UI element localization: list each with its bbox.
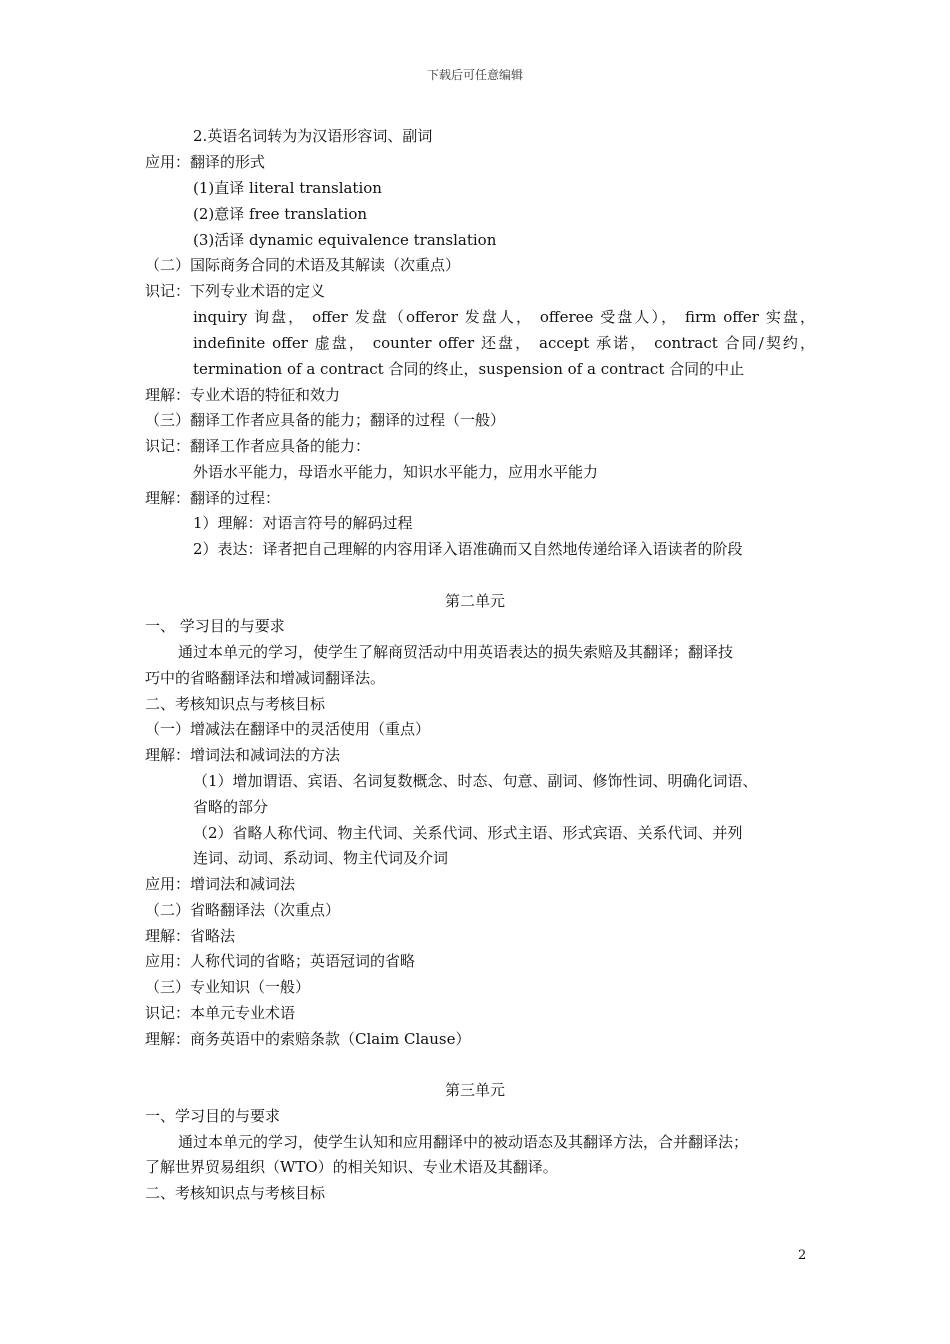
text-line: 识记：本单元专业术语 (145, 1004, 296, 1022)
section-heading: （三）专业知识（一般） (145, 978, 311, 996)
section-heading: （一）增减法在翻译中的灵活使用（重点） (145, 720, 431, 738)
section-heading: （二）国际商务合同的术语及其解读（次重点） (145, 256, 461, 274)
text-line: 理解：翻译的过程： (145, 489, 281, 507)
text-line: 应用：人称代词的省略；英语冠词的省略 (145, 952, 416, 970)
text-line: (2)意译 free translation (193, 205, 368, 223)
text-line: 识记：翻译工作者应具备的能力： (145, 437, 371, 455)
text-line: 理解：省略法 (145, 927, 236, 945)
text-line: 理解：商务英语中的索赔条款（Claim Clause） (145, 1030, 471, 1048)
text-line: (1)直译 literal translation (193, 179, 382, 197)
section-heading: （二）省略翻译法（次重点） (145, 901, 341, 919)
text-line: (3)活译 dynamic equivalence translation (193, 231, 497, 249)
text-line: 应用：增词法和减词法 (145, 875, 296, 893)
text-line: （2）省略人称代词、物主代词、关系代词、形式主语、形式宾语、关系代词、并列 (193, 824, 743, 842)
text-line: 外语水平能力，母语水平能力，知识水平能力，应用水平能力 (193, 463, 599, 481)
paragraph-line: 巧中的省略翻译法和增减词翻译法。 (145, 669, 386, 687)
text-line: 理解：专业术语的特征和效力 (145, 386, 341, 404)
text-line: inquiry 询盘， offer 发盘（offeror 发盘人， offeree 受盘人）， firm offer 实盘， (193, 308, 815, 326)
section-heading: 一、学习目的与要求 (145, 1107, 281, 1125)
page-number: 2 (798, 1248, 807, 1263)
section-heading: （三）翻译工作者应具备的能力；翻译的过程（一般） (145, 411, 506, 429)
paragraph-line: 通过本单元的学习，使学生认知和应用翻译中的被动语态及其翻译方法，合并翻译法； (178, 1133, 749, 1151)
section-heading: 一、 学习目的与要求 (145, 617, 285, 635)
text-line: 应用：翻译的形式 (145, 153, 266, 171)
text-line: 省略的部分 (193, 798, 269, 816)
text-line: 理解：增词法和减词法的方法 (145, 746, 341, 764)
text-line: 2.英语名词转为为汉语形容词、副词 (193, 127, 433, 145)
paragraph-line: 了解世界贸易组织（WTO）的相关知识、专业术语及其翻译。 (145, 1158, 558, 1176)
unit-title: 第三单元 (444, 1081, 505, 1099)
text-line: 连词、动词、系动词、物主代词及介词 (193, 849, 449, 867)
text-line: 1）理解：对语言符号的解码过程 (193, 514, 413, 532)
section-heading: 二、考核知识点与考核目标 (145, 695, 326, 713)
section-heading: 二、考核知识点与考核目标 (145, 1184, 326, 1202)
text-line: 2）表达：译者把自己理解的内容用译入语准确而又自然地传递给译入语读者的阶段 (193, 540, 743, 558)
text-line: 识记：下列专业术语的定义 (145, 282, 326, 300)
page-header: 下载后可任意编辑 (426, 68, 523, 82)
text-line: termination of a contract 合同的终止，suspension of a contract 合同的中止 (193, 360, 745, 378)
unit-title: 第二单元 (444, 592, 505, 610)
text-line: （1）增加谓语、宾语、名词复数概念、时态、句意、副词、修饰性词、明确化词语、 (193, 772, 758, 790)
paragraph-line: 通过本单元的学习，使学生了解商贸活动中用英语表达的损失索赔及其翻译；翻译技 (178, 643, 734, 661)
text-line: indefinite offer 虚盘， counter offer 还盘， accept 承诺， contract 合同/契约， (193, 334, 815, 352)
